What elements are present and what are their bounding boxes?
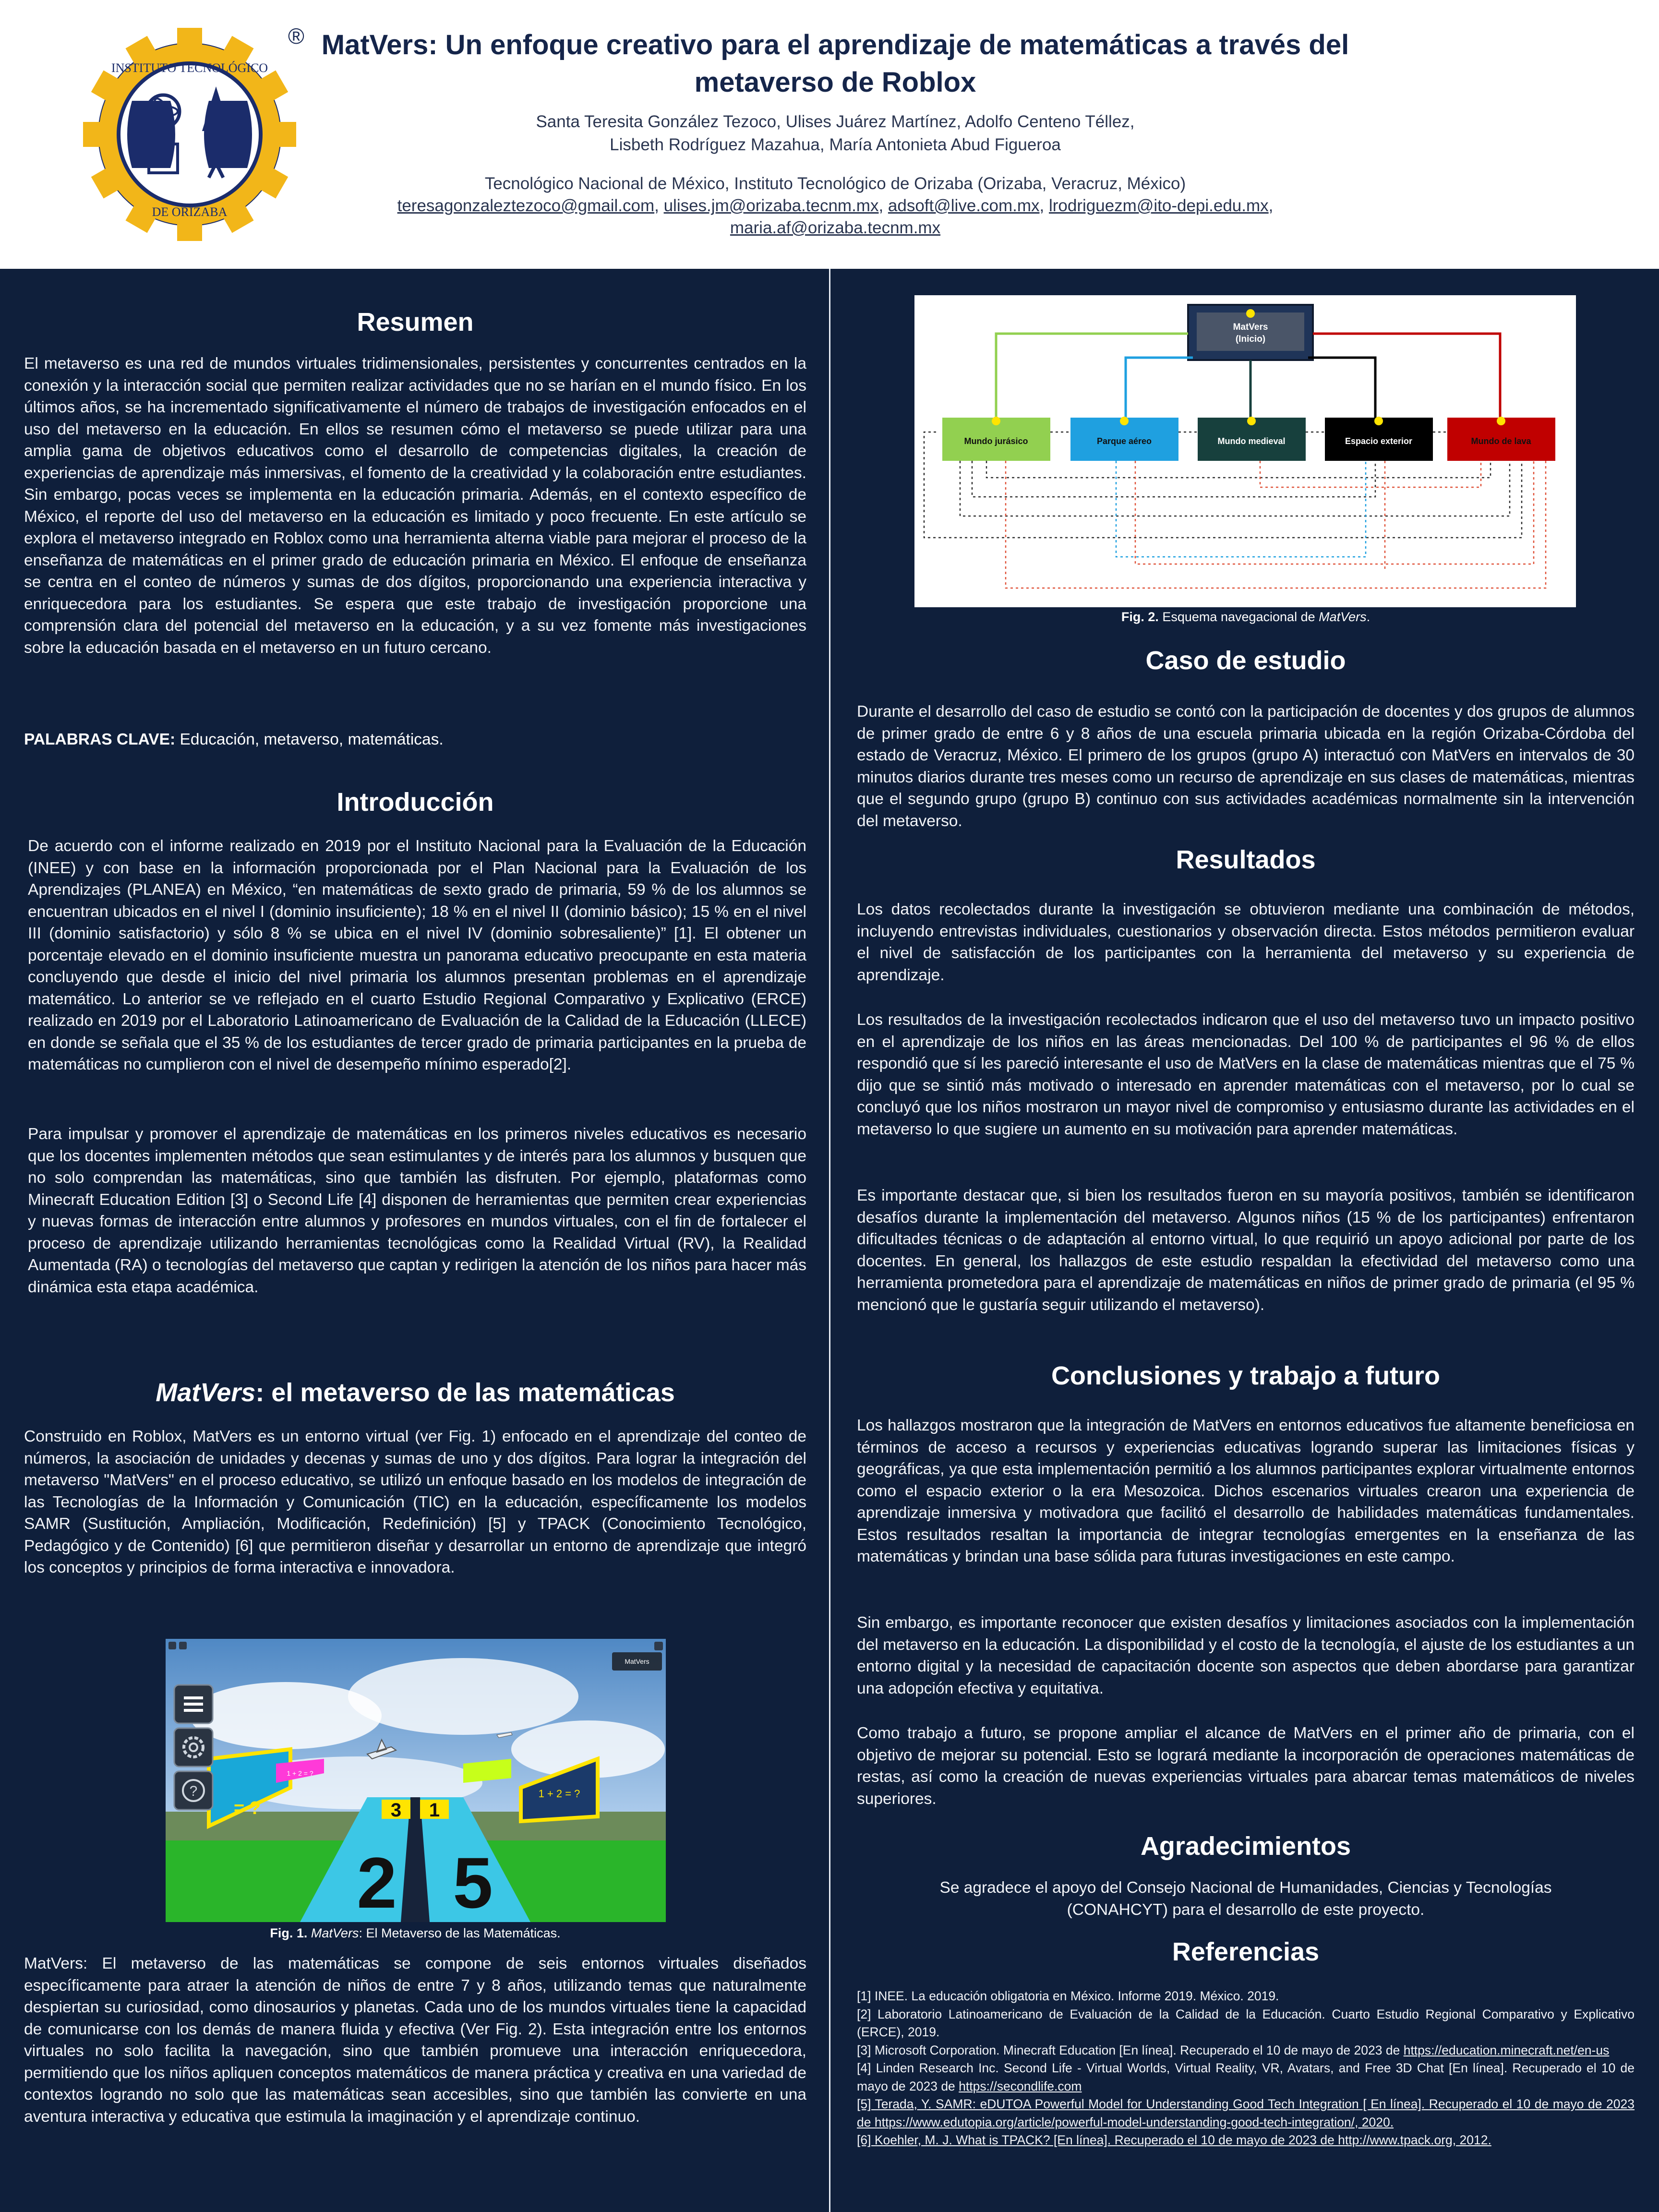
keywords-value: Educación, metaverso, matemáticas. [180, 731, 444, 748]
equation-right: 1 + 2 = ? [538, 1788, 580, 1800]
email-link[interactable]: adsoft@live.com.mx [888, 196, 1040, 215]
node-medieval [1198, 417, 1306, 461]
equation-left: = ? [234, 1798, 261, 1818]
affiliation-block [307, 173, 1363, 239]
resultados-heading: Resultados [1176, 845, 1316, 874]
fig1-caption [24, 1925, 806, 1941]
matvers-heading-italic: MatVers [156, 1378, 256, 1407]
svg-text:Parque aéreo: Parque aéreo [1096, 436, 1152, 446]
email-link[interactable]: ulises.jm@orizaba.tecnm.mx [663, 196, 879, 215]
node-jurasico [942, 417, 1050, 461]
big-number: 5 [453, 1842, 493, 1922]
reference-1: [1] INEE. La educación obligatoria en México. Informe 2019. México. 2019. [857, 1989, 1279, 2003]
poster-title: MatVers: Un enfoque creativo para el aprendizaje de matemáticas a través del metaverso de Roblox [321, 29, 1349, 98]
resultados-p3: Es importante destacar que, si bien los resultados fueron en su mayoría positivos, también se identificaron desafíos durante la implementación del metaverso. Algunos niños (15 % de los participantes) enfrentaron dificultades técnicas o de adaptación al entorno virtual, lo que requirió un apoyo adicional por parte de los docentes. En general, los hallazgos de este estudio respaldan la efectividad del metaverso como una herramienta prometedora para el aprendizaje de matemáticas en niños de primer grado de primaria (el 95 % mencionó que le gustaría seguir utilizando el metaverso). [857, 1187, 1635, 1314]
matvers-heading-rest: : el metaverso de las matemáticas [255, 1378, 675, 1407]
institute-logo [72, 26, 307, 242]
reference-4: [4] Linden Research Inc. Second Life - Virtual Worlds, Virtual Reality, VR, Avatars, and Free 3D Chat [En línea]. Recuperado el 10 de mayo de 2023 de https://secondlife.com [857, 2061, 1635, 2093]
tile-number: 3 [390, 1800, 402, 1821]
keywords-label: PALABRAS CLAVE: [24, 731, 176, 748]
reference-5[interactable]: [5] Terada, Y. SAMR: eDUTOA Powerful Model for Understanding Good Tech Integration [ En línea]. Recuperado el 10 de mayo de 2023 de https://www.edutopia.org/article/powerful-model-understanding-good-tech-integration/, 2020. [857, 2097, 1635, 2129]
fig2-label: Fig. 2. [1121, 610, 1159, 624]
registered-mark: ® [288, 24, 304, 48]
reference-link[interactable]: https://education.minecraft.net/en-us [1403, 2043, 1610, 2057]
node-espacio [1325, 417, 1433, 461]
edge-root-lava [1313, 334, 1500, 419]
poster-header [0, 0, 1659, 269]
edge-root-jurasico [996, 334, 1188, 419]
fig2-caption-italic: MatVers [1319, 610, 1367, 624]
email-link[interactable]: lrodriguezm@ito-depi.edu.mx [1048, 196, 1269, 215]
equation-small: 1 + 2 = ? [287, 1769, 313, 1777]
referencias-heading: Referencias [1172, 1937, 1320, 1966]
settings-gear-button[interactable] [174, 1728, 213, 1767]
caso-text: Durante el desarrollo del caso de estudio se contó con la participación de docentes y dos grupos de alumnos de primer grado de entre 6 y 8 años de una escuela primaria ubicada en la región Orizaba-Córdoba del estado de Veracruz, México. El primero de los grupos (grupo A) interactuó con MatVers en intervalos de 30 minutos diarios durante tres meses como un recurso de aprendizaje en sus clases de matemáticas, mientras que el segundo grupo (grupo B) continuo con sus actividades académicas normalmente sin la intervención del metaverso. [857, 703, 1635, 830]
email-link[interactable]: teresagonzaleztezoco@gmail.com [397, 196, 655, 215]
chat-icon[interactable] [179, 1642, 187, 1649]
roblox-menu-icon[interactable] [168, 1642, 176, 1649]
cloud [348, 1658, 578, 1735]
edge-root-espacio [1308, 358, 1375, 419]
introduccion-p2: Para impulsar y promover el aprendizaje de matemáticas en los primeros niveles educativos es necesario que los docentes implementen métodos que sean estimulantes y de interés para los alumnos y busquen que no solo comprendan las matemáticas, sino que también las disfruten. Por ejemplo, plataformas como Minecraft Education Edition [3] o Second Life [4] disponen de herramientas que permiten crear experiencias y nuevas formas de interacción entre alumnos y profesores en mundos virtuales, con el fin de fortalecer el proceso de aprendizaje utilizando herramientas tecnológicas como la Realidad Virtual (RV), la Realidad Aumentada (RA) o tecnologías del metaverso que captan y redirigen la atención de los niños para hacer más dinámica esta etapa académica. [28, 1125, 806, 1296]
caso-heading: Caso de estudio [1145, 646, 1346, 675]
resultados-p2: Los resultados de la investigación recolectados indicaron que el uso del metaverso tuvo un impacto positivo en el aprendizaje de los niños en las áreas mencionadas. Del 100 % de participantes el 96 % de ellos respondió que sí les pareció interesante el uso de MatVers en la clase de matemáticas mientras que el 75 % dijo que se sintió más motivado o interesado en aprender matemáticas con el metaverso, por lo cual se concluyó que los niños mostraron un mayor nivel de compromiso y entusiasmo durante las actividades en el metaverso lo que sugiere un aumento en su motivación para aprender matemáticas. [857, 1011, 1635, 1138]
node-root-label-1: MatVers [1233, 322, 1268, 332]
resumen-text: El metaverso es una red de mundos virtuales tridimensionales, persistentes y concurrentes centrados en la conexión y la interacción social que permiten realizar actividades que no se harían en el mundo físico. En los últimos años, se ha incrementado significativamente el número de trabajos de investigación enfocados en el uso del metaverso en la educación. En ellos se resumen cómo el metaverso se puede utilizar para una amplia gama de objetivos educativos como el desarrollo de competencias digitales, la creación de experiencias de aprendizaje más inmersivas, el fomento de la creatividad y la colaboración entre estudiantes. Sin embargo, pocas veces se implementa en la educación primaria. Además, en el contexto específico de México, el reporte del uso del metaverso en la educación es limitado y poco frecuente. En este artículo se explora el metaverso integrado en Roblox como una herramienta alterna viable para mejorar el proceso de la enseñanza de matemáticas en el primer grado de educación primaria en México. El enfoque de enseñanza se centra en el conteo de números y sumas de dos dígitos, proporcionando una experiencia interactiva y enriquecedora para los estudiantes. Se espera que este trabajo de investigación proporcione una comprensión clara del potencial del metaverso en la educación, y a su vez fomente más investigaciones sobre la educación basada en el metaverso en un futuro cercano. [24, 355, 806, 657]
references-list [857, 1987, 1635, 2150]
node-parque-aereo [1070, 417, 1178, 461]
logo-text-bottom: DE ORIZABA [152, 205, 228, 219]
email-list: teresagonzaleztezoco@gmail.com, ulises.jm@orizaba.tecnm.mx, adsoft@live.com.mx, lrodriguezm@ito-depi.edu.mx, maria.af@orizaba.tecnm.mx [397, 196, 1274, 237]
fig2-caption-text: Esquema navegacional de [1162, 610, 1319, 624]
resultados-p1: Los datos recolectados durante la investigación se obtuvieron mediante una combinación de métodos, incluyendo entrevistas individuales, cuestionarios y observación directa. Estos métodos permitieron evaluar el nivel de satisfacción de los participantes con la herramienta del metaverso y su experiencia de aprendizaje. [857, 901, 1635, 984]
window-icon[interactable] [654, 1642, 663, 1650]
svg-text:?: ? [189, 1783, 198, 1799]
fig2-caption [857, 609, 1635, 625]
hamburger-menu-button[interactable] [174, 1685, 213, 1723]
fig1-game-screenshot [166, 1639, 666, 1922]
conclusiones-heading: Conclusiones y trabajo a futuro [1051, 1361, 1441, 1390]
svg-text:Mundo de lava: Mundo de lava [1471, 436, 1531, 446]
column-divider [829, 269, 830, 2212]
logo-text-top: INSTITUTO TECNOLÓGICO [111, 61, 268, 75]
reference-6[interactable]: [6] Koehler, M. J. What is TPACK? [En línea]. Recuperado el 10 de mayo de 2023 de http://www.tpack.org, 2012. [857, 2133, 1491, 2147]
svg-text:Mundo medieval: Mundo medieval [1217, 436, 1286, 446]
resumen-heading: Resumen [357, 308, 474, 337]
introduccion-heading: Introducción [337, 788, 494, 817]
fig2-caption-end: . [1366, 610, 1370, 624]
matvers-heading [24, 1378, 806, 1407]
fig1-italic: MatVers [311, 1926, 359, 1940]
fig2-navigation-diagram [914, 295, 1576, 607]
introduccion-p1: De acuerdo con el informe realizado en 2019 por el Instituto Nacional para la Evaluación de la Educación (INEE) y con base en la información proporcionada por el Plan Nacional para la Evaluación de los Aprendizajes (PLANEA) en México, “en matemáticas de sexto grado de primaria, 59 % de los alumnos se encuentran ubicados en el nivel I (dominio insuficiente); 18 % en el nivel II (dominio básico); 15 % en el nivel III (dominio satisfactorio) y sólo 8 % se ubica en el nivel IV (dominio sobresaliente)” [1]. El obtener un porcentaje elevado en el dominio insuficiente muestra un panorama educativo preocupante en esta materia concluyendo que desde el inicio del nivel primaria los alumnos presentan problemas en el aprendizaje matemático. Lo anterior se ve reflejado en el cuarto Estudio Regional Comparativo y Explicativo (ERCE) realizado en 2019 por el Laboratorio Latinoamericano de Evaluación de la Calidad de la Educación (LLECE) en donde se señala que el 35 % de los estudiantes de tercer grado de primaria participantes en la prueba de matemáticas no cumplieron con el nivel de desempeño mínimo esperado[2]. [28, 837, 806, 1073]
node-marker [1246, 309, 1255, 318]
node-lava [1447, 417, 1555, 461]
affiliation: Tecnológico Nacional de México, Instituto Tecnológico de Orizaba (Orizaba, Veracruz, México) [484, 174, 1186, 193]
tile-number: 1 [429, 1800, 440, 1821]
conclusiones-p1: Los hallazgos mostraron que la integración de MatVers en entornos educativos fue altamente beneficiosa en términos de acceso a recursos y experiencias educativas logrando superar las limitaciones físicas y geográficas, ya que esta implementación permitió a los alumnos participantes explorar virtualmente entornos como el espacio exterior o la era Mesozoica. Dichos escenarios virtuales crearon una experiencia de aprendizaje inmersiva y motivadora que facilitó el desarrollo de habilidades matemáticas fundamentales. Estos resultados resaltan la importancia de integrar tecnologías emergentes en la enseñanza de las matemáticas y brindan una base sólida para futuras investigaciones en este campo. [857, 1417, 1635, 1565]
authors-line-2: Lisbeth Rodríguez Mazahua, María Antonieta Abud Figueroa [610, 135, 1061, 154]
reference-3: [3] Microsoft Corporation. Minecraft Education [En línea]. Recuperado el 10 de mayo de 2023 de https://education.minecraft.net/en-us [857, 2043, 1610, 2057]
reference-2: [2] Laboratorio Latinoamericano de Evaluación de la Calidad de la Educación. Cuarto Estudio Regional Comparativo y Explicativo (ERCE), 2019. [857, 2007, 1635, 2039]
fig1-scene [166, 1639, 666, 1922]
conclusiones-p2: Sin embargo, es importante reconocer que existen desafíos y limitaciones asociados con la implementación del metaverso en la educación. La disponibilidad y el costo de la tecnología, el ajuste de los estudiantes a un entorno digital y la necesidad de capacitación docente son aspectos que deben abordarse para garantizar una adopción efectiva y equitativa. [857, 1614, 1635, 1697]
node-root-label-2: (Inicio) [1235, 334, 1266, 344]
fig1-rest: : El Metaverso de las Matemáticas. [359, 1926, 561, 1940]
authors-line-1: Santa Teresita González Tezoco, Ulises Juárez Martínez, Adolfo Centeno Téllez, [536, 112, 1135, 131]
agradecimientos-heading: Agradecimientos [1140, 1832, 1351, 1861]
authors [307, 110, 1363, 156]
email-link[interactable]: maria.af@orizaba.tecnm.mx [730, 218, 941, 237]
svg-text:Mundo jurásico: Mundo jurásico [964, 436, 1028, 446]
edge-root-aereo [1126, 358, 1193, 419]
help-button[interactable] [174, 1771, 213, 1810]
reference-link[interactable]: https://secondlife.com [959, 2079, 1082, 2093]
matvers-p1: Construido en Roblox, MatVers es un entorno virtual (ver Fig. 1) enfocado en el aprendizaje del conteo de números, la asociación de unidades y decenas y sumas de uno y dos dígitos. Para lograr la integración del metaverso "MatVers" en el proceso educativo, se utilizó un enfoque basado en los modelos de integración de las Tecnologías de la Información y Comunicación (TIC) en la educación, específicamente los modelos SAMR (Sustitución, Ampliación, Modificación, Redefinición) [5] y TPACK (Conocimiento Tecnológico, Pedagógico y de Contenido) [6] que permitieron diseñar y desarrollar un entorno de aprendizaje que integró los conceptos y principios de forma interactiva e innovadora. [24, 1428, 806, 1576]
player-chip-label: MatVers [625, 1658, 649, 1665]
big-number: 2 [357, 1842, 397, 1922]
svg-text:Espacio exterior: Espacio exterior [1345, 436, 1413, 446]
agradecimientos-text: Se agradece el apoyo del Consejo Nacional de Humanidades, Ciencias y Tecnologías (CONAHCYT) para el desarrollo de este proyecto. [939, 1879, 1552, 1919]
conclusiones-p3: Como trabajo a futuro, se propone ampliar el alcance de MatVers en el primer año de primaria, con el objetivo de mejorar su potencial. Esto se logrará mediante la incorporación de operaciones matemáticas de restas, así como la creación de nuevas experiencias virtuales para abarcar temas matemáticos de niveles superiores. [857, 1724, 1635, 1808]
matvers-p2: MatVers: El metaverso de las matemáticas se compone de seis entornos virtuales diseñados específicamente para atraer la atención de niños de entre 7 y 8 años, utilizando temas que naturalmente despiertan su curiosidad, como dinosaurios y planetas. Cada uno de los mundos virtuales tiene la capacidad de comunicarse con los demás de manera fluida y efectiva (Ver Fig. 2). Esta integración entre los entornos virtuales no solo facilita la navegación, sino que también promueve una interacción enriquecedora, permitiendo que los niños apliquen conceptos matemáticos de manera práctica y creativa en una variedad de contextos logrando no solo que las matemáticas sean accesibles, sino que también las convierte en una aventura interactiva y educativa que estimula la imaginación y el aprendizaje continuo. [24, 1955, 806, 2126]
fig1-label: Fig. 1. [270, 1926, 308, 1940]
keywords [24, 729, 806, 750]
